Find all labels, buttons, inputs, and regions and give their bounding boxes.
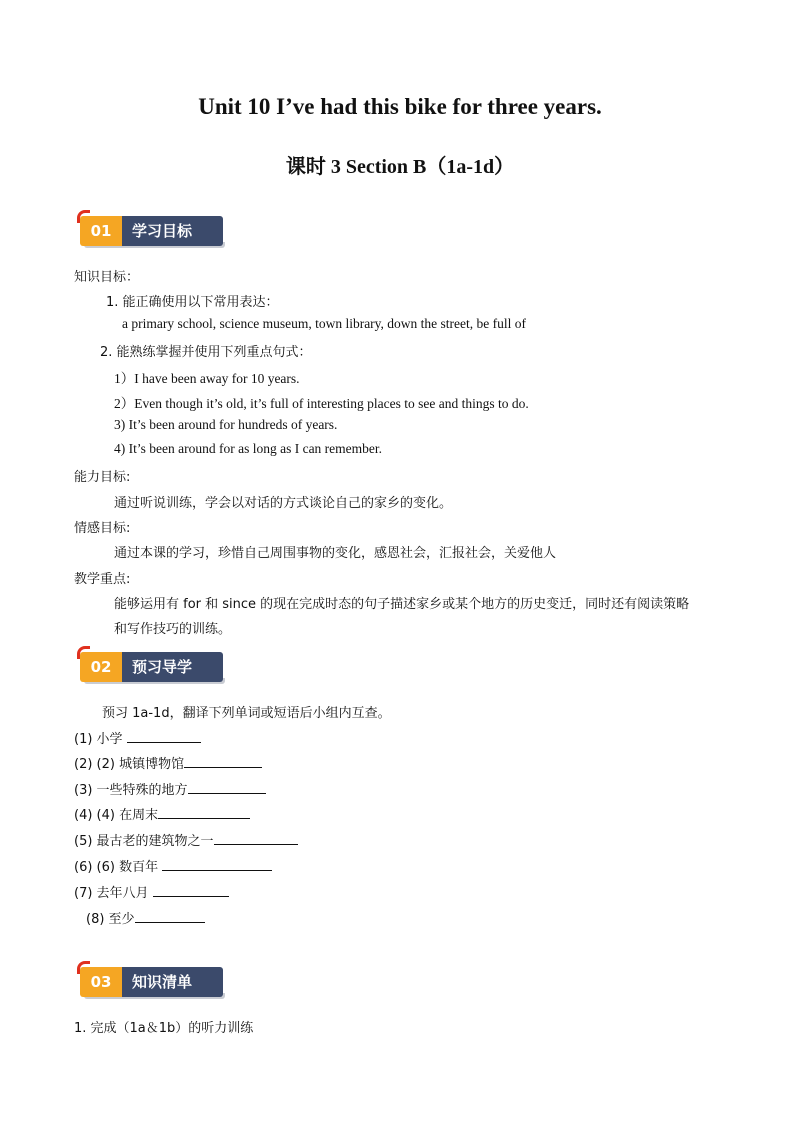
preview-item-text: (7) 去年八月 bbox=[74, 886, 153, 901]
preview-item-text: (4) (4) 在周末 bbox=[74, 808, 159, 823]
preview-item-text: (2) (2) 城镇博物馆 bbox=[74, 757, 185, 772]
answer-blank[interactable] bbox=[153, 883, 229, 897]
answer-blank[interactable] bbox=[188, 780, 266, 794]
section-number: 01 bbox=[80, 216, 122, 246]
sentence-2: 2）Even though it’s old, it’s full of interesting places to see and things to do. bbox=[114, 396, 529, 411]
preview-item-2 bbox=[74, 753, 262, 772]
preview-item-text: (3) 一些特殊的地方 bbox=[74, 783, 188, 798]
sentence-3: 3) It’s been around for hundreds of years. bbox=[114, 417, 338, 432]
preview-item-text: (5) 最古老的建筑物之一 bbox=[74, 834, 214, 849]
preview-item-3 bbox=[74, 779, 266, 798]
emotion-goal-heading: 情感目标: bbox=[74, 521, 131, 536]
answer-blank[interactable] bbox=[162, 857, 272, 871]
sentence-4: 4) It’s been around for as long as I can remember. bbox=[114, 441, 383, 456]
section-number: 03 bbox=[80, 967, 122, 997]
preview-item-6 bbox=[74, 856, 272, 875]
answer-blank[interactable] bbox=[135, 909, 205, 923]
focus-heading: 教学重点: bbox=[74, 572, 131, 587]
sentence-1: 1）I have been away for 10 years. bbox=[114, 371, 300, 386]
preview-instruction: 预习 1a-1d，翻译下列单词或短语后小组内互查。 bbox=[102, 706, 391, 721]
goal-item-2: 2. 能熟练掌握并使用下列重点句式： bbox=[100, 345, 312, 360]
section-label: 预习导学 bbox=[122, 652, 223, 682]
section-badge-goals bbox=[80, 216, 225, 246]
focus-text-line-1: 能够运用有 for 和 since 的现在完成时态的句子描述家乡或某个地方的历史变迁，同时还有阅读策略 bbox=[114, 597, 690, 612]
section-number: 02 bbox=[80, 652, 122, 682]
section-label: 学习目标 bbox=[122, 216, 223, 246]
ability-goal-text: 通过听说训练，学会以对话的方式谈论自己的家乡的变化。 bbox=[114, 496, 453, 511]
page-title: Unit 10 I’ve had this bike for three years. bbox=[198, 94, 602, 119]
preview-item-8 bbox=[86, 908, 205, 927]
page-subtitle: 课时 3 Section B（1a-1d） bbox=[285, 156, 515, 178]
focus-text-line-2: 和写作技巧的训练。 bbox=[114, 622, 232, 637]
preview-item-4 bbox=[74, 804, 250, 823]
emotion-goal-text: 通过本课的学习，珍惜自己周围事物的变化，感恩社会，汇报社会，关爱他人 bbox=[114, 546, 557, 561]
preview-item-5 bbox=[74, 830, 298, 849]
preview-item-7 bbox=[74, 882, 229, 901]
knowledge-goal-heading: 知识目标： bbox=[74, 270, 140, 285]
knowledge-item-1: 1. 完成（1a＆1b）的听力训练 bbox=[74, 1021, 254, 1036]
preview-item-text: (1) 小学 bbox=[74, 732, 127, 747]
section-badge-knowledge bbox=[80, 967, 225, 997]
expressions-line: a primary school, science museum, town library, down the street, be full of bbox=[122, 316, 527, 331]
ability-goal-heading: 能力目标: bbox=[74, 470, 131, 485]
preview-item-1 bbox=[74, 728, 201, 747]
answer-blank[interactable] bbox=[214, 831, 298, 845]
section-label: 知识清单 bbox=[122, 967, 223, 997]
answer-blank[interactable] bbox=[158, 805, 250, 819]
goal-item-1: 1. 能正确使用以下常用表达： bbox=[106, 295, 279, 310]
section-badge-preview bbox=[80, 652, 225, 682]
preview-item-text: (8) 至少 bbox=[86, 912, 135, 927]
answer-blank[interactable] bbox=[127, 729, 201, 743]
answer-blank[interactable] bbox=[184, 754, 262, 768]
preview-item-text: (6) (6) 数百年 bbox=[74, 860, 163, 875]
